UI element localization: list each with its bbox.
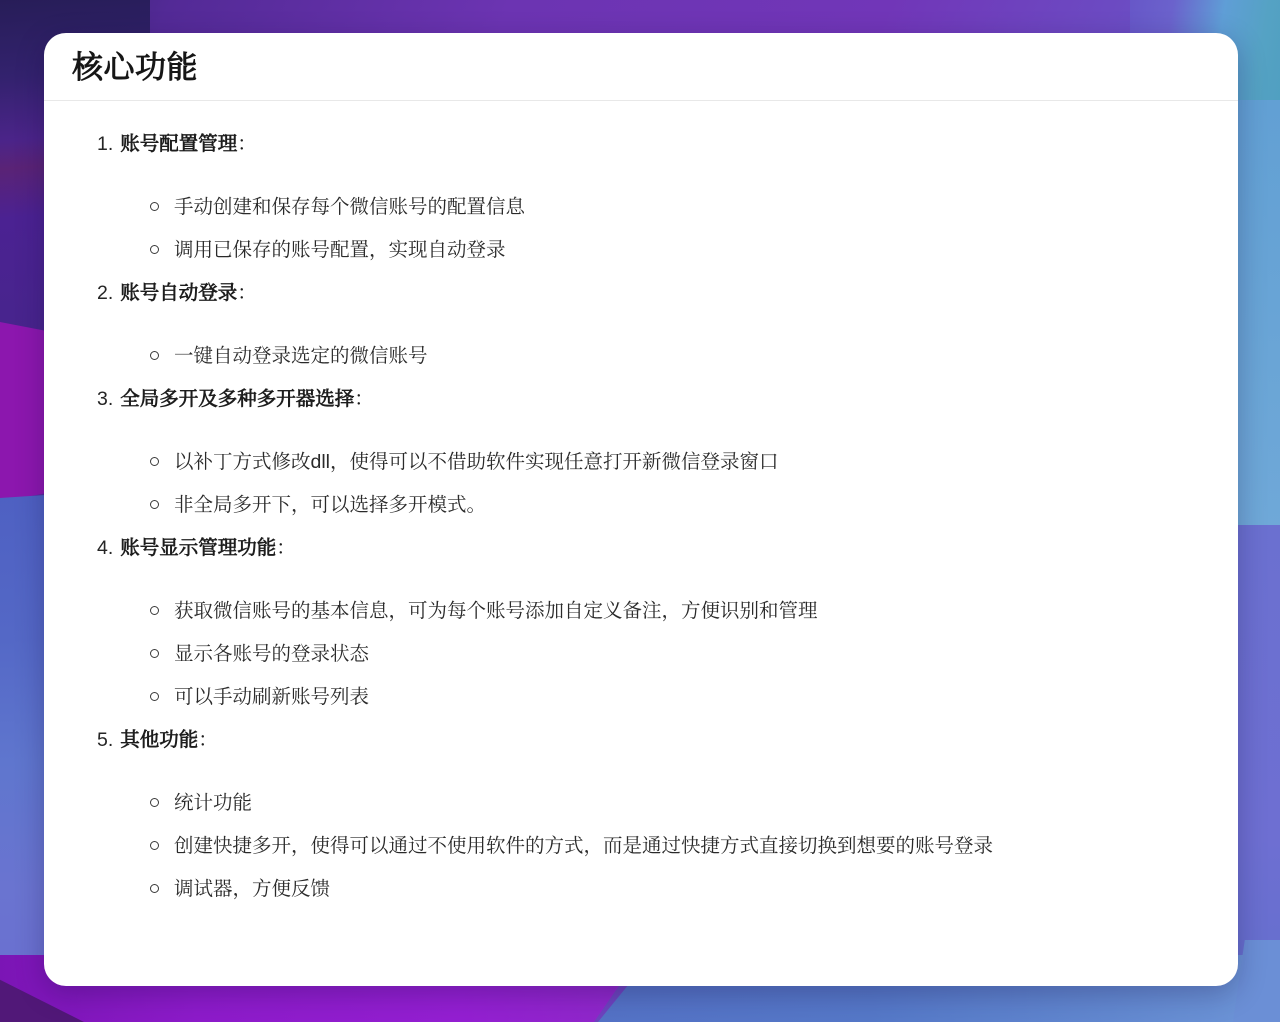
circle-bullet-icon [150,457,159,466]
list-item-text: 非全局多开下，可以选择多开模式。 [174,493,487,516]
list-item [150,836,1238,857]
section-colon: ： [354,387,374,410]
bullet-list [97,346,1238,367]
circle-bullet-icon [150,351,159,360]
section-label: 账号显示管理功能 [120,536,277,559]
list-item [150,495,1238,516]
section-heading [97,134,1238,155]
list-item-text: 手动创建和保存每个微信账号的配置信息 [174,195,526,218]
page-title: 核心功能 [72,50,198,85]
section-heading [97,538,1238,559]
feature-section [97,730,1238,900]
section-colon: ： [276,536,296,559]
feature-section [97,389,1238,516]
bullet-list [97,197,1238,261]
feature-section [97,134,1238,261]
section-colon: ： [237,132,257,155]
feature-list [44,134,1238,900]
list-item-text: 显示各账号的登录状态 [174,642,370,665]
section-heading [97,283,1238,304]
list-item-text: 调用已保存的账号配置，实现自动登录 [174,238,506,261]
list-item-text: 一键自动登录选定的微信账号 [174,344,428,367]
circle-bullet-icon [150,202,159,211]
section-number: 1. [97,132,114,155]
circle-bullet-icon [150,606,159,615]
list-item-text: 创建快捷多开，使得可以通过不使用软件的方式，而是通过快捷方式直接切换到想要的账号登录 [174,834,994,857]
list-item-text: 获取微信账号的基本信息，可为每个账号添加自定义备注，方便识别和管理 [174,599,818,622]
bullet-list [97,793,1238,900]
circle-bullet-icon [150,841,159,850]
section-colon: ： [237,281,257,304]
list-item [150,452,1238,473]
feature-section [97,538,1238,708]
section-number: 2. [97,281,114,304]
list-item [150,644,1238,665]
list-item [150,346,1238,367]
section-number: 4. [97,536,114,559]
bullet-list [97,452,1238,516]
content-card [44,33,1238,986]
section-label: 其他功能 [120,728,199,751]
circle-bullet-icon [150,649,159,658]
list-item-text: 统计功能 [174,791,253,814]
section-number: 5. [97,728,114,751]
circle-bullet-icon [150,245,159,254]
section-number: 3. [97,387,114,410]
section-label: 全局多开及多种多开器选择 [120,387,355,410]
section-colon: ： [198,728,218,751]
circle-bullet-icon [150,884,159,893]
list-item-text: 可以手动刷新账号列表 [174,685,370,708]
bullet-list [97,601,1238,708]
circle-bullet-icon [150,798,159,807]
feature-section [97,283,1238,367]
section-heading [97,389,1238,410]
card-header [44,33,1238,101]
section-label: 账号自动登录 [120,281,238,304]
list-item-text: 调试器，方便反馈 [174,877,331,900]
list-item-text: 以补丁方式修改dll，使得可以不借助软件实现任意打开新微信登录窗口 [174,450,779,473]
section-heading [97,730,1238,751]
list-item [150,879,1238,900]
section-label: 账号配置管理 [120,132,238,155]
list-item [150,240,1238,261]
list-item [150,601,1238,622]
list-item [150,197,1238,218]
list-item [150,687,1238,708]
circle-bullet-icon [150,500,159,509]
circle-bullet-icon [150,692,159,701]
list-item [150,793,1238,814]
